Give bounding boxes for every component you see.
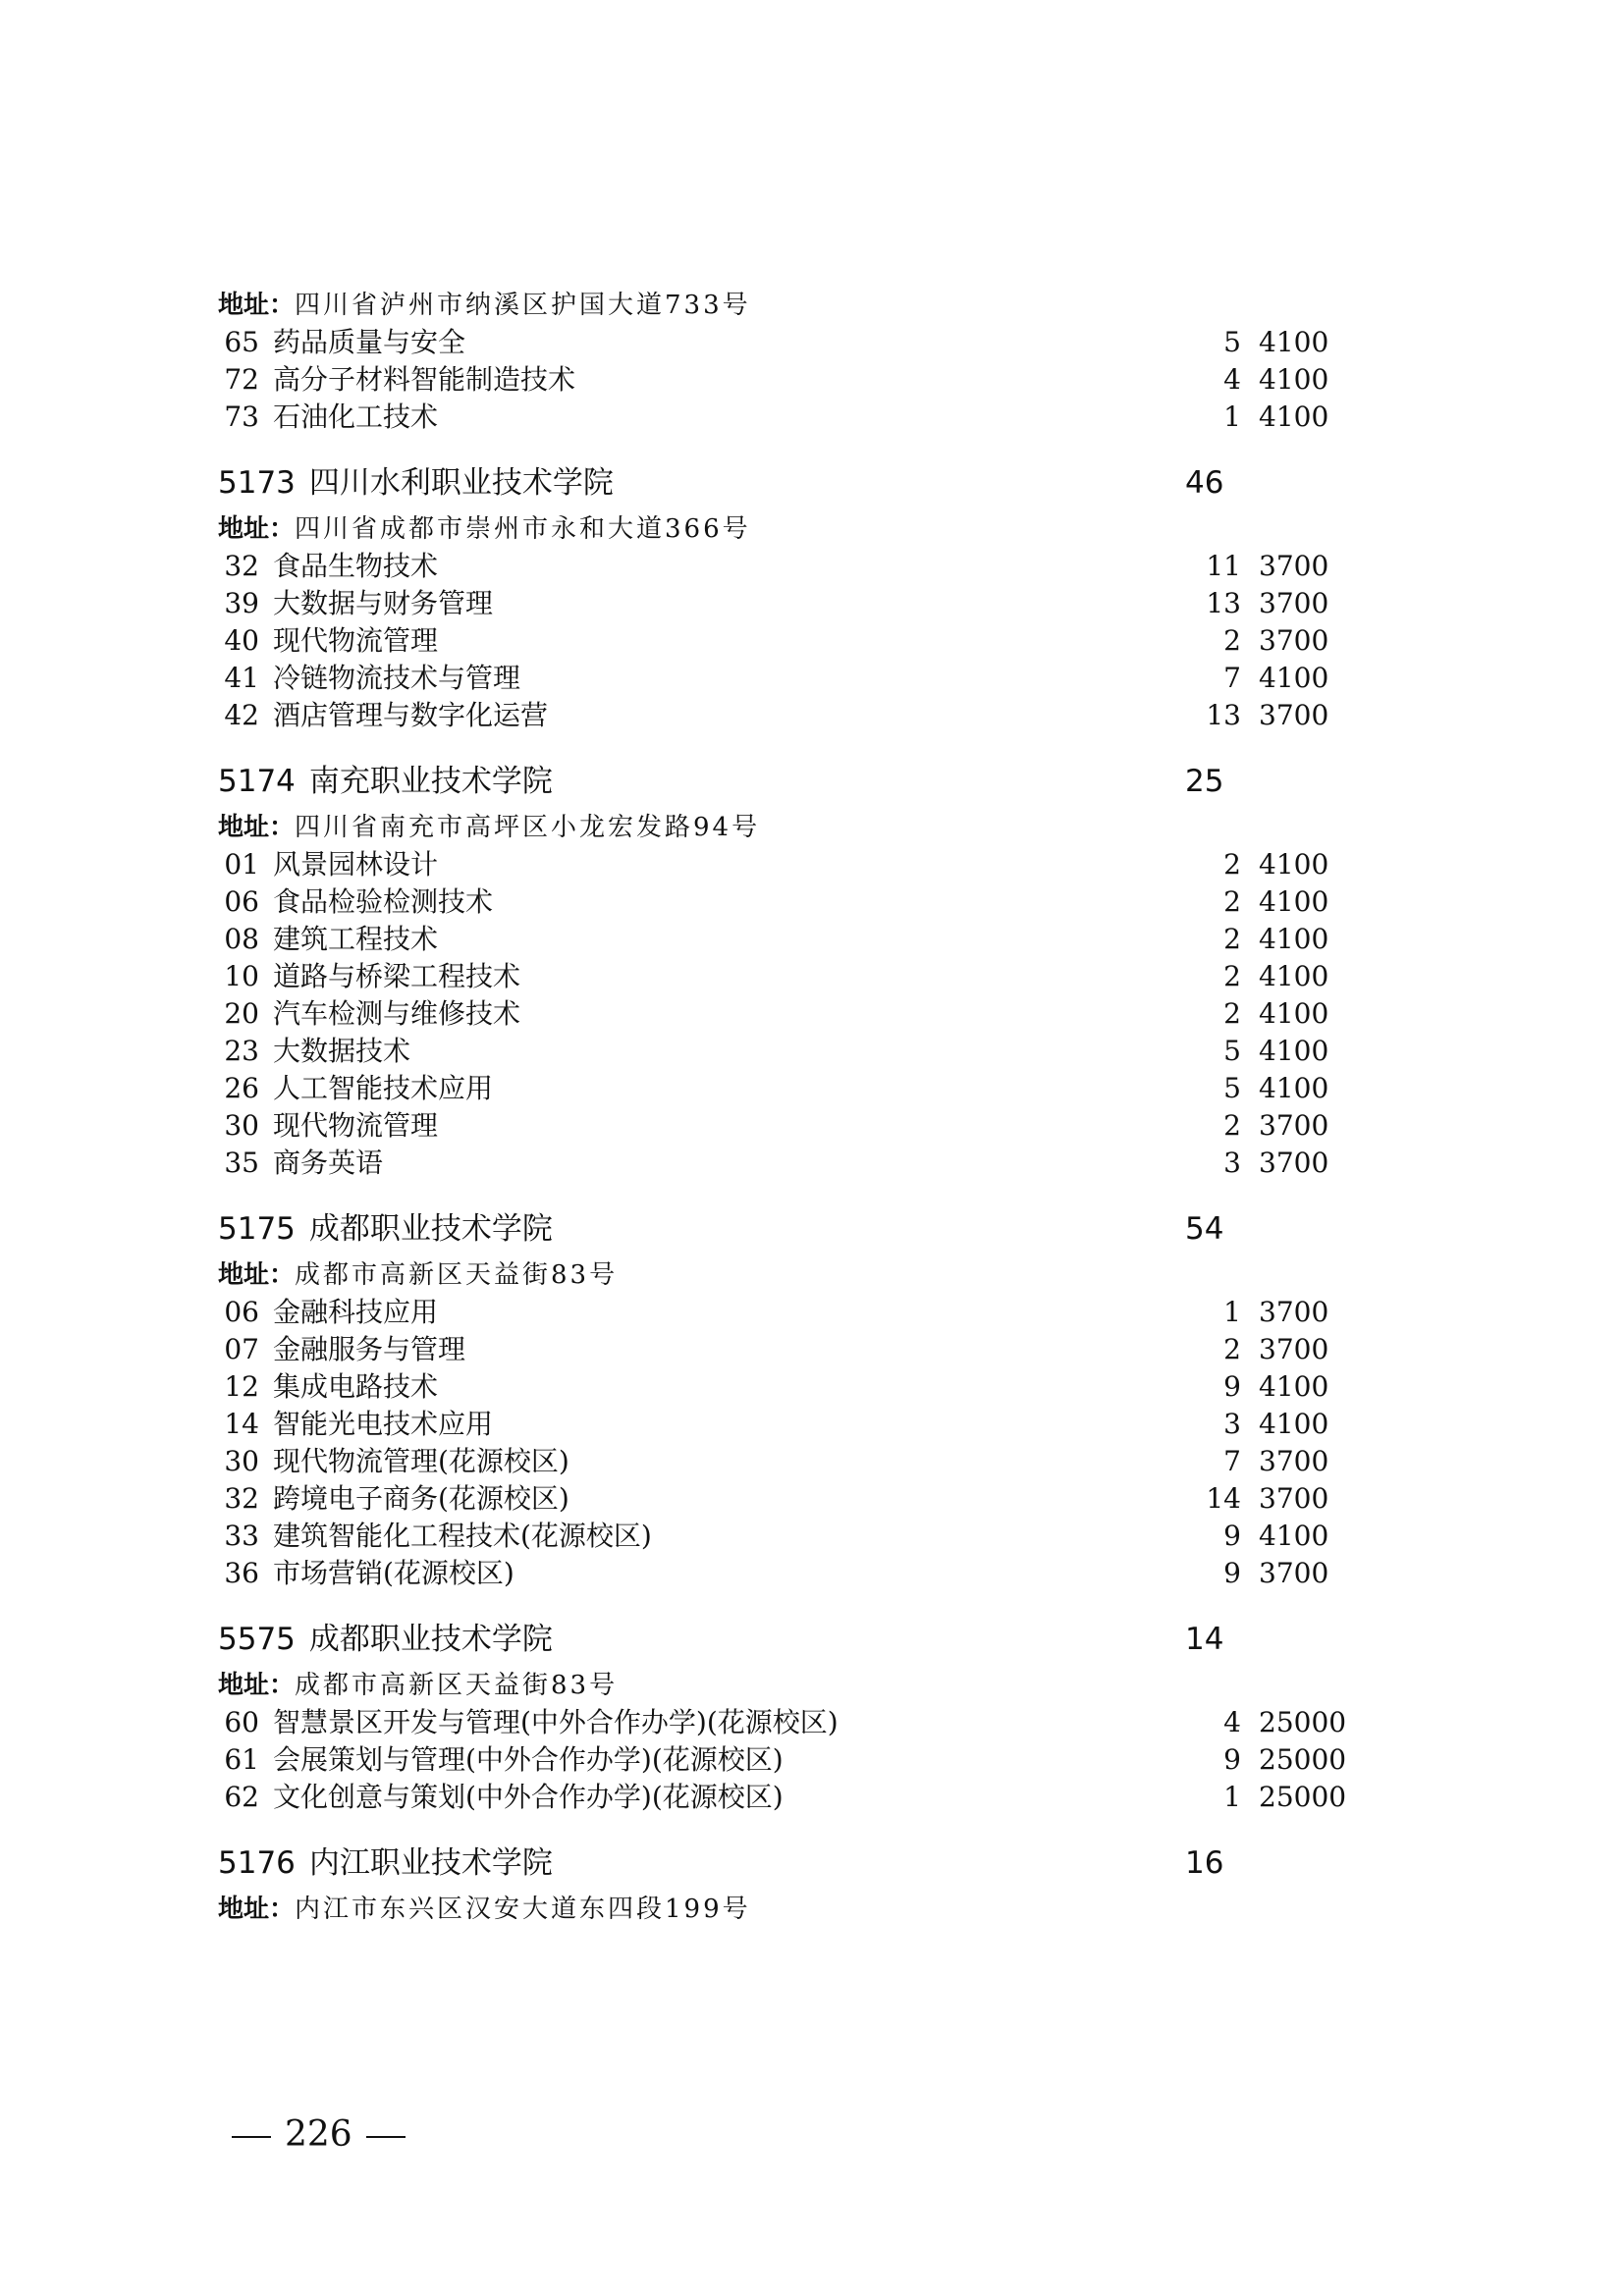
major-row [218,1555,1396,1592]
major-name: 药品质量与安全 [273,326,466,358]
address-text: 内江市东兴区汉安大道东四段199号 [295,1895,751,1924]
major-row [218,1070,1396,1107]
institution-header [218,1201,1396,1256]
institution-section [218,1836,1396,1928]
major-count: 11 [1206,550,1241,582]
address-text: 成都市高新区天益街83号 [295,1260,619,1290]
major-name: 集成电路技术 [273,1370,439,1403]
major-count: 7 [1223,662,1241,694]
major-row [218,1033,1396,1070]
institution-total: 46 [1185,465,1224,501]
address-line [218,287,1396,324]
major-code: 33 [224,1520,259,1552]
major-name: 食品检验检测技术 [273,885,494,918]
major-count: 4 [1223,363,1241,396]
major-code: 32 [224,1482,259,1515]
major-code: 41 [224,662,259,694]
major-fee: 4100 [1259,960,1329,992]
institution-total: 54 [1185,1211,1224,1247]
address-line [218,1891,1396,1928]
major-name: 汽车检测与维修技术 [273,997,521,1030]
major-code: 32 [224,550,259,582]
major-fee: 4100 [1259,400,1329,433]
major-row [218,1294,1396,1331]
major-fee: 4100 [1259,885,1329,918]
major-fee: 4100 [1259,1370,1329,1403]
major-fee: 3700 [1259,1147,1329,1179]
major-row [218,1779,1396,1816]
major-row [218,1368,1396,1406]
major-code: 35 [224,1147,259,1179]
major-fee: 3700 [1259,1109,1329,1142]
major-row [218,1145,1396,1182]
address-label: 地址： [218,1671,296,1700]
major-count: 5 [1223,1035,1241,1067]
institution-name: 南充职业技术学院 [308,764,553,799]
institution-code: 5173 [218,465,296,501]
major-name: 会展策划与管理(中外合作办学)(花源校区) [273,1743,784,1776]
major-code: 06 [224,1296,259,1328]
major-count: 9 [1223,1743,1241,1776]
address-text: 四川省南充市高坪区小龙宏发路94号 [295,813,761,842]
major-fee: 25000 [1259,1706,1347,1738]
major-row [218,1480,1396,1518]
major-count: 1 [1223,1781,1241,1813]
major-row [218,883,1396,921]
major-fee: 3700 [1259,1445,1329,1477]
major-fee: 3700 [1259,1482,1329,1515]
major-name: 商务英语 [273,1147,384,1179]
major-code: 60 [224,1706,259,1738]
major-fee: 25000 [1259,1781,1347,1813]
major-code: 10 [224,960,259,992]
major-fee: 3700 [1259,550,1329,582]
major-fee: 4100 [1259,662,1329,694]
address-text: 四川省泸州市纳溪区护国大道733号 [295,291,751,320]
major-fee: 4100 [1259,326,1329,358]
major-count: 9 [1223,1557,1241,1589]
major-row [218,1741,1396,1779]
major-code: 42 [224,699,259,731]
major-name: 金融科技应用 [273,1296,439,1328]
major-list [218,324,1396,436]
major-name: 食品生物技术 [273,550,439,582]
major-fee: 4100 [1259,848,1329,881]
major-name: 金融服务与管理 [273,1333,466,1365]
major-name: 智能光电技术应用 [273,1408,494,1440]
major-count: 9 [1223,1370,1241,1403]
institution-header [218,1612,1396,1667]
major-code: 65 [224,326,259,358]
major-fee: 4100 [1259,1408,1329,1440]
major-row [218,1443,1396,1480]
major-fee: 4100 [1259,997,1329,1030]
major-name: 智慧景区开发与管理(中外合作办学)(花源校区) [273,1706,839,1738]
major-fee: 4100 [1259,1520,1329,1552]
address-line [218,809,1396,846]
dash-right [366,2136,406,2138]
major-count: 2 [1223,1109,1241,1142]
institution-list [218,455,1396,1928]
major-code: 30 [224,1445,259,1477]
major-name: 石油化工技术 [273,400,439,433]
major-row [218,1704,1396,1741]
major-name: 现代物流管理 [273,624,439,657]
major-count: 2 [1223,885,1241,918]
major-name: 风景园林设计 [273,848,439,881]
institution-name: 成都职业技术学院 [308,1622,553,1657]
major-code: 30 [224,1109,259,1142]
major-count: 2 [1223,923,1241,955]
major-name: 酒店管理与数字化运营 [273,699,549,731]
address-line [218,1256,1396,1294]
major-name: 文化创意与策划(中外合作办学)(花源校区) [273,1781,784,1813]
major-code: 72 [224,363,259,396]
major-fee: 4100 [1259,363,1329,396]
major-count: 2 [1223,1333,1241,1365]
institution-code: 5174 [218,764,296,799]
major-code: 01 [224,848,259,881]
major-code: 39 [224,587,259,619]
institution-total: 16 [1185,1845,1224,1881]
major-code: 62 [224,1781,259,1813]
major-count: 4 [1223,1706,1241,1738]
major-row [218,585,1396,622]
major-name: 建筑工程技术 [273,923,439,955]
institution-section [218,1201,1396,1592]
major-code: 40 [224,624,259,657]
major-code: 14 [224,1408,259,1440]
major-name: 现代物流管理(花源校区) [273,1445,569,1477]
major-row [218,921,1396,958]
institution-section [218,455,1396,734]
major-fee: 4100 [1259,923,1329,955]
major-name: 人工智能技术应用 [273,1072,494,1104]
major-code: 23 [224,1035,259,1067]
address-text: 四川省成都市崇州市永和大道366号 [295,514,751,544]
document-body [218,287,1396,1944]
institution-header [218,455,1396,510]
institution-name: 成都职业技术学院 [308,1211,553,1247]
institution-name: 四川水利职业技术学院 [308,465,614,501]
major-row [218,622,1396,660]
institution-name: 内江职业技术学院 [308,1845,553,1881]
institution-header [218,1836,1396,1891]
institution-code: 5575 [218,1622,296,1657]
institution-total: 14 [1185,1622,1224,1657]
page-footer [218,2110,419,2160]
major-code: 61 [224,1743,259,1776]
major-row [218,995,1396,1033]
major-fee: 3700 [1259,699,1329,731]
major-name: 大数据技术 [273,1035,411,1067]
dash-left [232,2136,271,2138]
major-count: 5 [1223,326,1241,358]
address-label: 地址： [218,291,296,320]
major-code: 73 [224,400,259,433]
major-row [218,660,1396,697]
major-fee: 4100 [1259,1035,1329,1067]
address-label: 地址： [218,1260,296,1290]
major-name: 跨境电子商务(花源校区) [273,1482,569,1515]
major-name: 建筑智能化工程技术(花源校区) [273,1520,652,1552]
institution-code: 5176 [218,1845,296,1881]
major-code: 20 [224,997,259,1030]
major-row [218,1518,1396,1555]
major-row [218,324,1396,361]
major-fee: 25000 [1259,1743,1347,1776]
major-count: 2 [1223,997,1241,1030]
major-code: 07 [224,1333,259,1365]
address-label: 地址： [218,1895,296,1924]
major-row [218,697,1396,734]
major-name: 高分子材料智能制造技术 [273,363,576,396]
major-code: 08 [224,923,259,955]
major-count: 2 [1223,848,1241,881]
major-count: 5 [1223,1072,1241,1104]
institution-code: 5175 [218,1211,296,1247]
major-name: 大数据与财务管理 [273,587,494,619]
institution-section [218,754,1396,1182]
major-count: 14 [1206,1482,1241,1515]
major-fee: 3700 [1259,1333,1329,1365]
major-code: 12 [224,1370,259,1403]
major-count: 13 [1206,587,1241,619]
major-name: 现代物流管理 [273,1109,439,1142]
major-count: 3 [1223,1408,1241,1440]
major-code: 06 [224,885,259,918]
address-label: 地址： [218,813,296,842]
major-row [218,1406,1396,1443]
institution-total: 25 [1185,764,1224,799]
major-row [218,361,1396,399]
major-count: 2 [1223,624,1241,657]
major-row [218,958,1396,995]
address-line [218,510,1396,548]
major-code: 36 [224,1557,259,1589]
major-fee: 3700 [1259,624,1329,657]
major-code: 26 [224,1072,259,1104]
major-fee: 3700 [1259,587,1329,619]
major-count: 3 [1223,1147,1241,1179]
address-text: 成都市高新区天益街83号 [295,1671,619,1700]
institution-header [218,754,1396,809]
major-name: 市场营销(花源校区) [273,1557,514,1589]
major-count: 1 [1223,400,1241,433]
major-count: 9 [1223,1520,1241,1552]
major-row [218,399,1396,436]
major-row [218,548,1396,585]
institution-section [218,1612,1396,1816]
major-row [218,1331,1396,1368]
major-fee: 3700 [1259,1557,1329,1589]
major-name: 冷链物流技术与管理 [273,662,521,694]
major-count: 7 [1223,1445,1241,1477]
page-number: 226 [285,2114,352,2155]
major-name: 道路与桥梁工程技术 [273,960,521,992]
major-fee: 4100 [1259,1072,1329,1104]
address-line [218,1667,1396,1704]
address-label: 地址： [218,514,296,544]
major-fee: 3700 [1259,1296,1329,1328]
major-count: 2 [1223,960,1241,992]
major-count: 13 [1206,699,1241,731]
major-row [218,846,1396,883]
major-row [218,1107,1396,1145]
continued-section [218,287,1396,436]
major-count: 1 [1223,1296,1241,1328]
